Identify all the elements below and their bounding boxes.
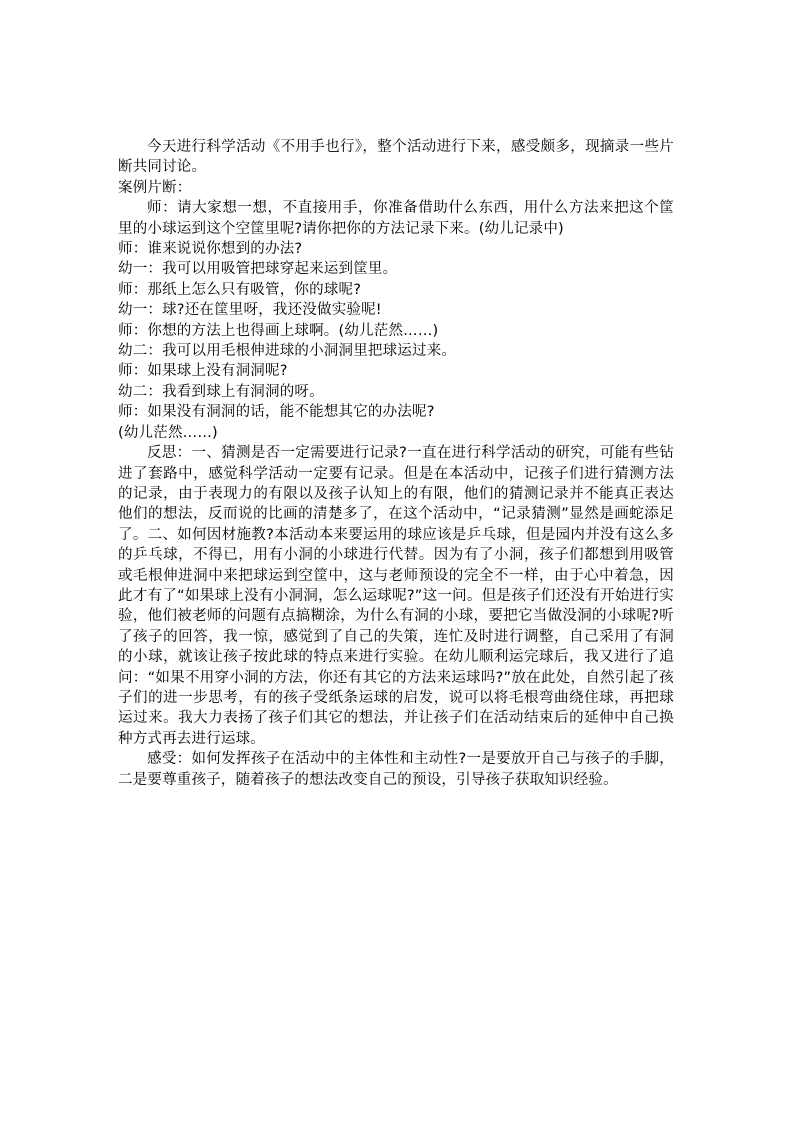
document-body (118, 137, 674, 790)
dialogue-line: 师：如果球上没有洞洞呢? (118, 363, 288, 380)
dialogue-line: 师：谁来说说你想到的办法? (118, 241, 303, 258)
case-heading: 案例片断： (118, 179, 192, 196)
dialogue-line: 师：你想的方法上也得画上球啊。(幼儿茫然……) (118, 322, 439, 339)
intro-paragraph: 今天进行科学活动《不用手也行》，整个活动进行下来，感受颇多，现摘录一些片断共同讨论。 (118, 139, 674, 176)
dialogue-line: 幼一：球?还在筐里呀，我还没做实验呢! (118, 302, 382, 319)
feeling-paragraph: 感受：如何发挥孩子在活动中的主体性和主动性?一是要放开自己与孩子的手脚，二是要尊重孩子，随着孩子的想法改变自己的预设，引导孩子获取知识经验。 (118, 751, 674, 788)
dialogue-line: 师：请大家想一想，不直接用手，你准备借助什么东西，用什么方法来把这个筐里的小球运到这个空筐里呢?请你把你的方法记录下来。(幼儿记录中) (118, 200, 674, 237)
dialogue-line: 师：如果没有洞洞的话，能不能想其它的办法呢? (118, 404, 435, 421)
reflection-paragraph: 反思：一、猜测是否一定需要进行记录?一直在进行科学活动的研究，可能有些钻进了套路中，感觉科学活动一定要有记录。但是在本活动中，记孩子们进行猜测方法的记录，由于表现力的有限以及孩子认知上的有限，他们的猜测记录并不能真正表达他们的想法，反而说的比画的清楚多了，在这个活动中，“记录猜测”显然是画蛇添足了。二、如何因材施教?本活动本来要运用的球应该是乒乓球，但是园内并没有这么多的乒乓球，不得已，用有小洞的小球进行代替。因为有了小洞，孩子们都想到用吸管或毛根伸进洞中来把球运到空筐中，这与老师预设的完全不一样，由于心中着急，因此才有了“如果球上没有小洞洞，怎么运球呢?”这一问。但是孩子们还没有开始进行实验，他们被老师的问题有点搞糊涂，为什么有洞的小球，要把它当做没洞的小球呢?听了孩子的回答，我一惊，感觉到了自己的失策，连忙及时进行调整，自己采用了有洞的小球，就该让孩子按此球的特点来进行实验。在幼儿顺利运完球后，我又进行了追问：“如果不用穿小洞的方法，你还有其它的方法来运球吗?”放在此处，自然引起了孩子们的进一步思考，有的孩子受纸条运球的启发，说可以将毛根弯曲绕住球，再把球运过来。我大力表扬了孩子们其它的想法，并让孩子们在活动结束后的延伸中自己换种方式再去进行运球。 (118, 445, 674, 747)
dialogue-line: 幼二：我可以用毛根伸进球的小洞洞里把球运过来。 (118, 343, 457, 360)
dialogue-line: 幼一：我可以用吸管把球穿起来运到筐里。 (118, 261, 398, 278)
dialogue-line: 师：那纸上怎么只有吸管，你的球呢? (118, 281, 362, 298)
dialogue-line: (幼儿茫然……) (118, 424, 218, 441)
dialogue-line: 幼二：我看到球上有洞洞的呀。 (118, 383, 324, 400)
